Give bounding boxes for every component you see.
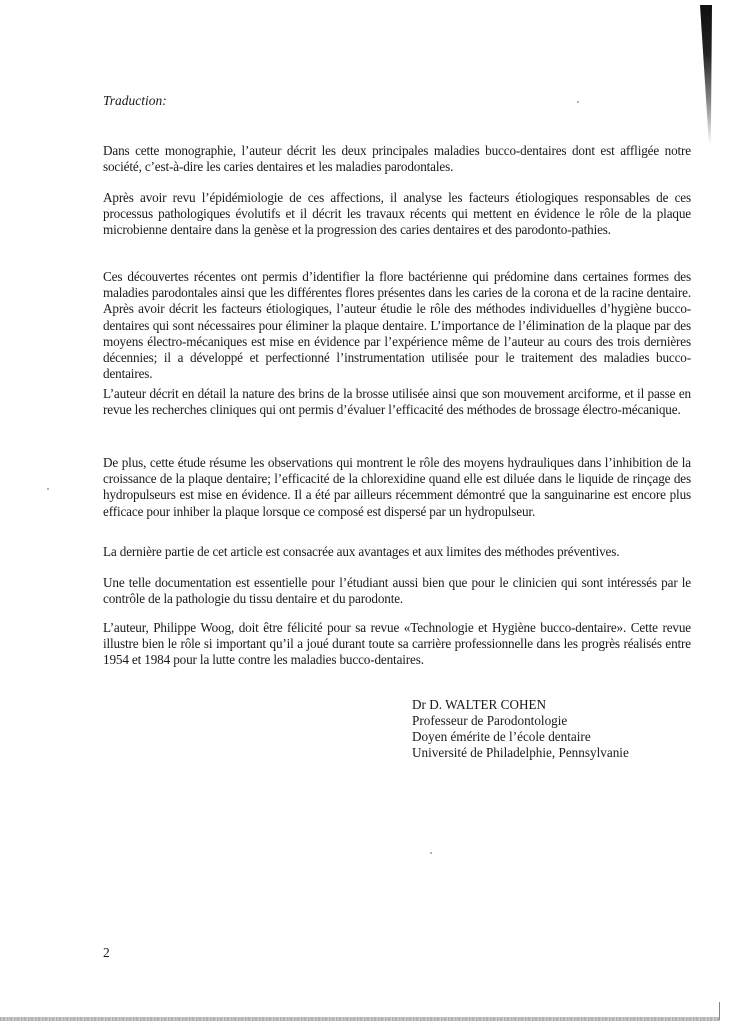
signature-name: Dr D. WALTER COHEN [412,697,547,712]
paragraph: La dernière partie de cet article est consacrée aux avantages et aux limites des méthodes préventives. [103,544,620,559]
scan-edge-corner-artifact [719,1002,720,1020]
paragraph: L’auteur, Philippe Woog, doit être félicité pour sa revue «Technologie et Hygiène bucco-dentaire». Cette revue illustre bien le rôle si important qu’il a joué durant toute sa carrière professionnelle dans les progrès réalisés entre 1954 et 1984 pour la lutte contre les maladies bucco-dentaires. [103,620,691,668]
scan-edge-artifact [700,5,712,145]
signature-role: Doyen émérite de l’école dentaire [412,729,591,744]
scan-edge-bottom-artifact [0,1017,720,1021]
scan-speck [430,852,432,854]
paragraph: Après avoir revu l’épidémiologie de ces affections, il analyse les facteurs étiologiques responsables de ces processus pathologiques évolutifs et il décrit les travaux récents qui mettent en évidence le rôle de la plaque microbienne dentaire dans la genèse et la progression des caries dentaires et des parodonto-pathies. [103,190,691,238]
signature-institution: Université de Philadelphie, Pennsylvanie [412,745,629,760]
signature-title: Professeur de Parodontologie [412,713,568,728]
page-number: 2 [103,945,110,960]
paragraph: Ces découvertes récentes ont permis d’identifier la flore bactérienne qui prédomine dans certaines formes des maladies parodontales ainsi que les différentes flores présentes dans les caries de la corona et de la racine dentaire. Après avoir décrit les facteurs étiologiques, l’auteur étudie le rôle des méthodes individuelles d’hygiène bucco-dentaires qui sont nécessaires pour éliminer la plaque dentaire. L’importance de l’élimination de la plaque par des moyens électro-mécaniques est mise en évidence par l’expérience même de l’auteur au cours des trois dernières décennies; il a développé et perfectionné l’instrumentation utilisée pour le traitement des maladies bucco-dentaires. [103,269,691,382]
signature-block [412,697,629,761]
paragraph: De plus, cette étude résume les observations qui montrent le rôle des moyens hydrauliques dans l’inhibition de la croissance de la plaque dentaire; l’efficacité de la chlorexidine quand elle est diluée dans le liquide de rinçage des hydropulseurs est mise en évidence. Il a été par ailleurs récemment démontré que la sanguinarine est encore plus efficace pour inhiber la plaque lorsque ce composé est dispersé par un hydropulseur. [103,455,691,519]
paragraph: Dans cette monographie, l’auteur décrit les deux principales maladies bucco-dentaires dont est affligée notre société, c’est-à-dire les caries dentaires et les maladies parodontales. [103,143,691,175]
paragraph: Une telle documentation est essentielle pour l’étudiant aussi bien que pour le clinicien qui sont intéressés par le contrôle de la pathologie du tissu dentaire et du parodonte. [103,575,691,607]
scan-speck [577,101,579,103]
scan-speck [47,488,49,490]
document-heading: Traduction: [103,93,167,108]
paragraph: L’auteur décrit en détail la nature des brins de la brosse utilisée ainsi que son mouvement arciforme, et il passe en revue les recherches cliniques qui ont permis d’évaluer l’efficacité des méthodes de brossage électro-mécanique. [103,386,691,418]
